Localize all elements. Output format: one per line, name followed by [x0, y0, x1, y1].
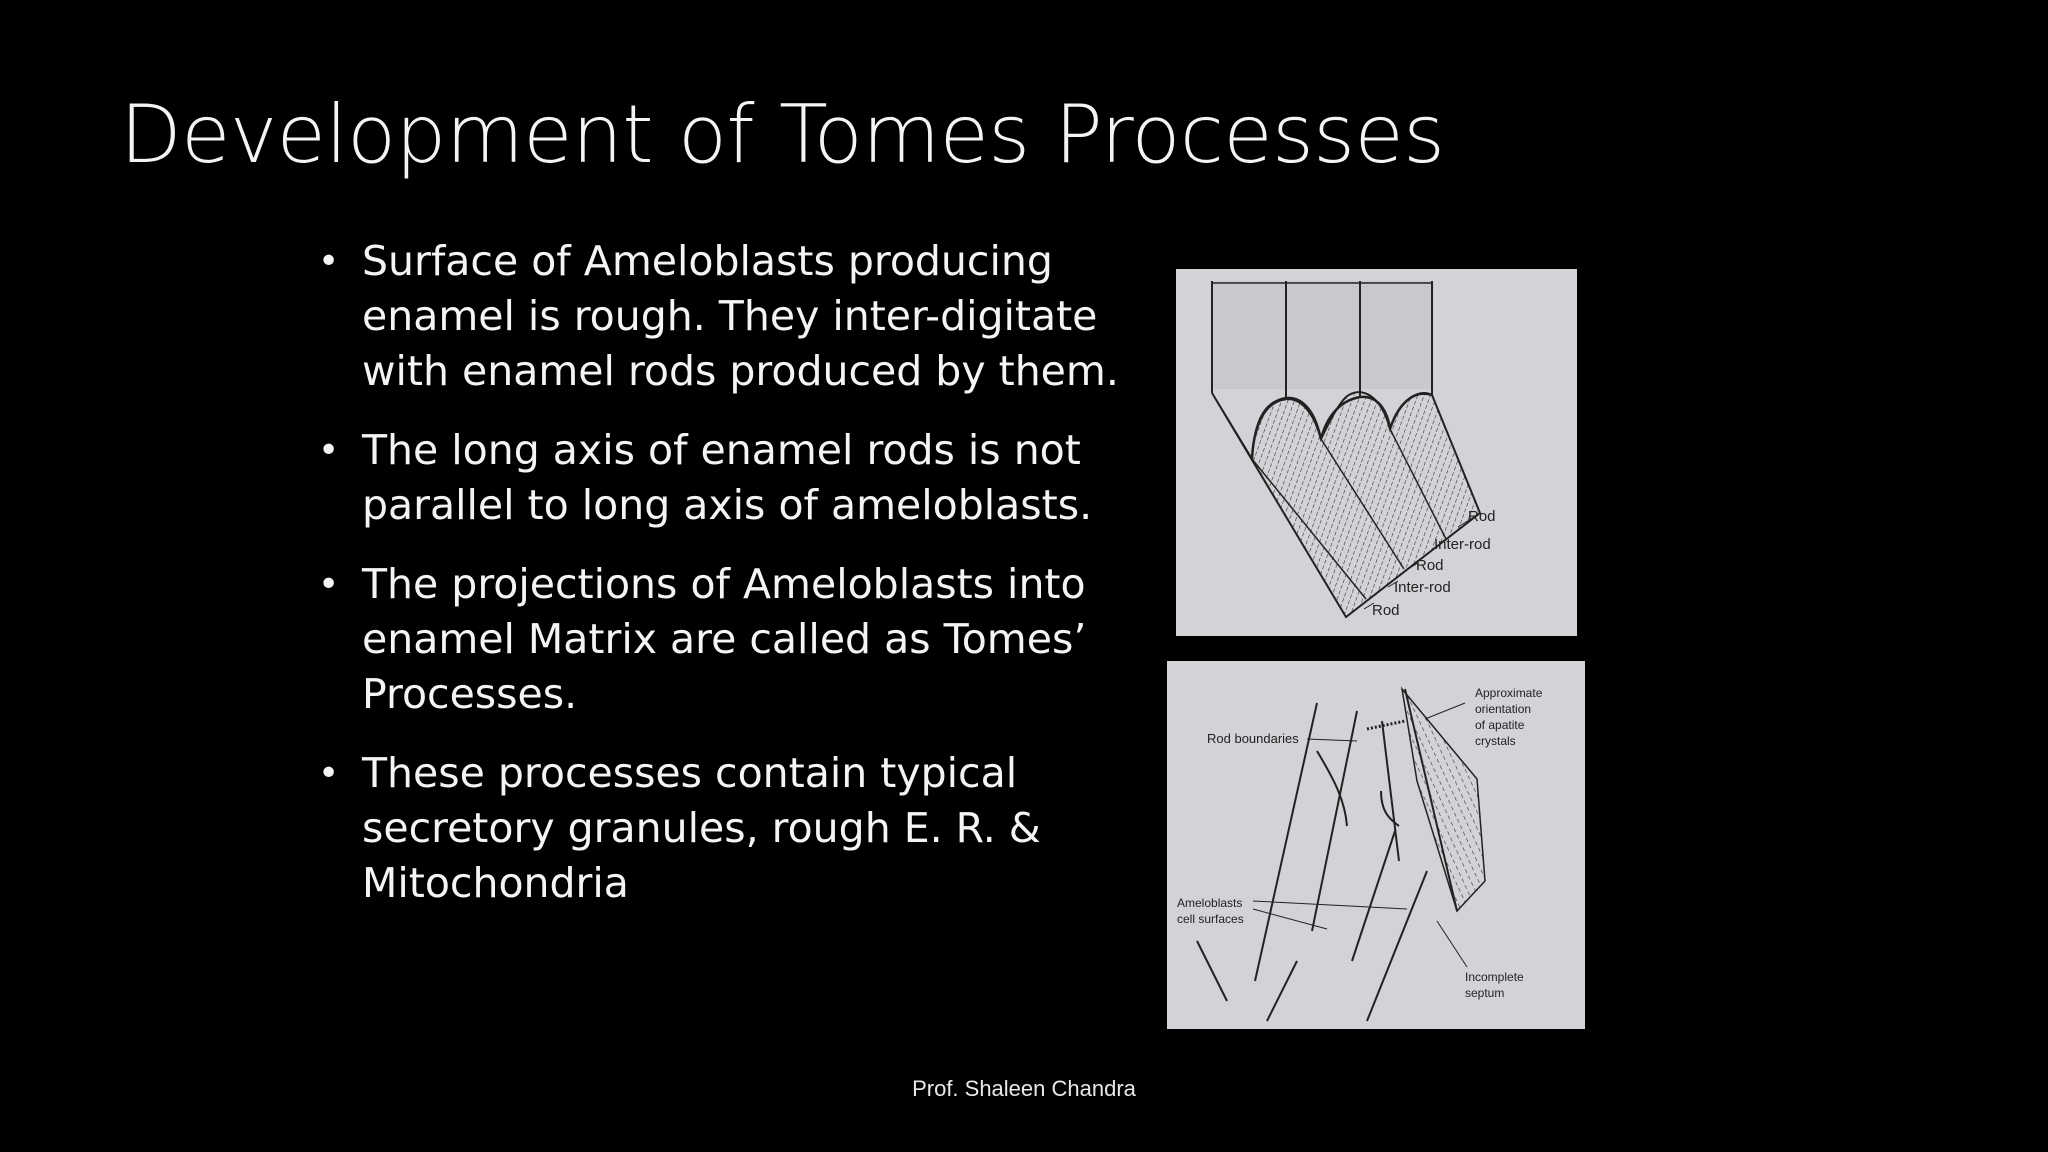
bullet-item: • The projections of Ameloblasts into enamel Matrix are called as Tomes’ Processes.: [318, 557, 1138, 722]
footer-author: Prof. Shaleen Chandra: [912, 1076, 1136, 1101]
label-rod: Rod: [1416, 557, 1444, 574]
label-inter-rod: Inter-rod: [1394, 579, 1451, 596]
slide-title: Development of Tomes Processes: [120, 88, 1445, 181]
tomes-process-drawing: [1176, 269, 1577, 636]
bullet-list: [318, 234, 1138, 935]
bullet-item: • Surface of Ameloblasts producing enamel is rough. They inter-digitate with enamel rods produced by them.: [318, 234, 1138, 399]
label-septum: septum: [1465, 986, 1505, 1000]
label-ameloblasts: cell surfaces: [1177, 912, 1244, 926]
label-septum: Incomplete: [1465, 970, 1524, 984]
bullet-item: • These processes contain typical secretory granules, rough E. R. & Mitochondria: [318, 746, 1138, 911]
label-orientation-line: of apatite: [1475, 718, 1525, 732]
label-orientation-line: crystals: [1475, 734, 1516, 748]
label-ameloblasts: Ameloblasts: [1177, 896, 1243, 910]
label-orientation-line: orientation: [1475, 702, 1532, 716]
label-rod-boundaries: Rod boundaries: [1207, 731, 1299, 746]
label-inter-rod: Inter-rod: [1434, 536, 1491, 553]
bullet-item: • The long axis of enamel rods is not parallel to long axis of ameloblasts.: [318, 423, 1138, 533]
label-rod: Rod: [1372, 602, 1400, 619]
label-rod: Rod: [1468, 508, 1496, 525]
rod-boundaries-diagram: [1167, 661, 1585, 1029]
rod-boundaries-drawing: [1167, 661, 1585, 1029]
label-orientation-line: Approximate: [1475, 686, 1543, 700]
tomes-process-diagram: [1176, 269, 1577, 636]
